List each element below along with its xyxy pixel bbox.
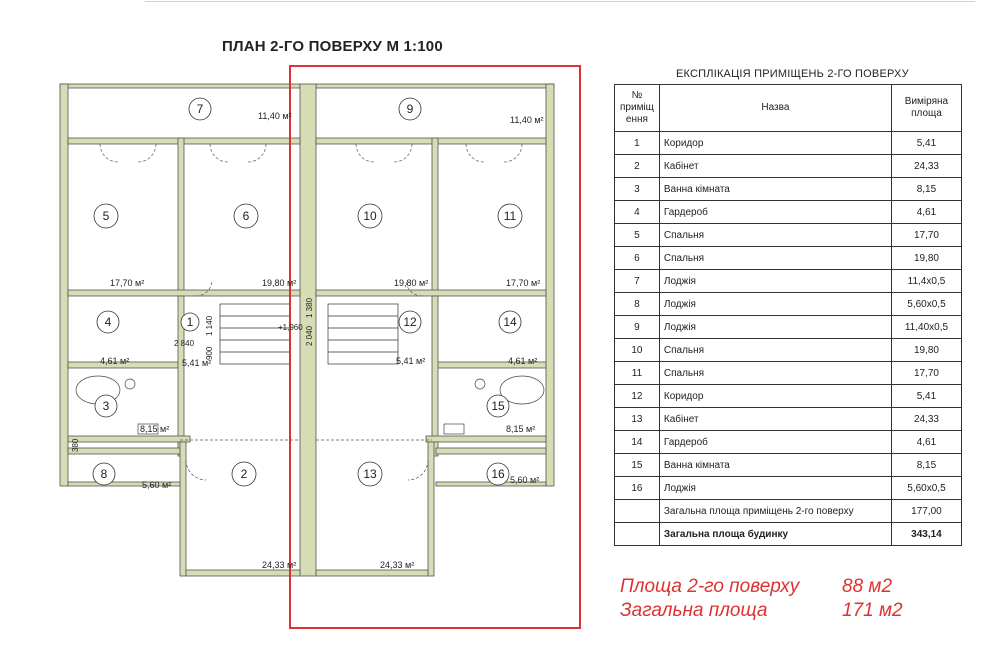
svg-text:14: 14: [503, 315, 517, 329]
total-building-label: Загальна площа будинку: [659, 523, 891, 546]
table-row: 14 Гардероб 4,61: [615, 431, 962, 454]
svg-text:11: 11: [503, 209, 517, 223]
area-14: 4,61 м²: [508, 356, 538, 366]
svg-text:5: 5: [102, 209, 110, 223]
area-4: 4,61 м²: [100, 356, 130, 366]
table-row: 13 Кабінет 24,33: [615, 408, 962, 431]
total-building-row: [615, 523, 962, 546]
table-body: [615, 132, 962, 546]
room-8-marker: [93, 463, 115, 485]
summary-total-value: 171 м2: [842, 600, 903, 621]
svg-text:9: 9: [406, 102, 414, 116]
summary-floor-value: 88 м2: [842, 576, 893, 597]
col-number-header: № приміщ ення: [615, 85, 660, 132]
table-row: 11 Спальня 17,70: [615, 362, 962, 385]
room-13-marker: [358, 462, 382, 486]
area-5: 17,70 м²: [110, 278, 145, 288]
area-labels: [100, 111, 544, 570]
svg-text:7: 7: [196, 102, 204, 116]
total-floor-label: Загальна площа приміщень 2-го поверху: [659, 500, 891, 523]
svg-text:1 380: 1 380: [305, 297, 314, 318]
area-10: 19,80 м²: [394, 278, 429, 288]
table-row: 15 Ванна кімната 8,15: [615, 454, 962, 477]
area-7: 11,40 м²: [258, 111, 292, 121]
table-row: 6 Спальня 19,80: [615, 247, 962, 270]
total-floor-row: [615, 500, 962, 523]
summary-floor-area: [620, 576, 893, 598]
col-name-header: Назва: [659, 85, 891, 132]
svg-text:1 140: 1 140: [205, 315, 214, 336]
room-9-marker: [399, 98, 421, 120]
area-1: 5,41 м²: [182, 358, 212, 368]
plan-title: ПЛАН 2-ГО ПОВЕРХУ М 1:100: [222, 38, 443, 55]
area-6: 19,80 м²: [262, 278, 297, 288]
svg-text:15: 15: [491, 399, 505, 413]
area-12: 5,41 м²: [396, 356, 426, 366]
table-row: 9 Лоджія 11,40x0,5: [615, 316, 962, 339]
svg-text:2 040: 2 040: [305, 325, 314, 346]
table-row: 7 Лоджія 11,4x0,5: [615, 270, 962, 293]
room-10-marker: [358, 204, 382, 228]
area-15: 8,15 м²: [506, 424, 536, 434]
explication-table: [614, 84, 962, 546]
svg-text:10: 10: [363, 209, 377, 223]
table-row: 10 Спальня 19,80: [615, 339, 962, 362]
area-11: 17,70 м²: [506, 278, 541, 288]
svg-text:6: 6: [242, 209, 250, 223]
svg-text:8: 8: [100, 467, 108, 481]
svg-text:3: 3: [102, 399, 110, 413]
total-building-value: 343,14: [891, 523, 961, 546]
table-row: 16 Лоджія 5,60x0,5: [615, 477, 962, 500]
room-12-marker: [399, 311, 421, 333]
area-16: 5,60 м²: [510, 475, 540, 485]
table-header-row: [615, 85, 962, 132]
svg-text:380: 380: [71, 438, 80, 452]
room-7-marker: [189, 98, 211, 120]
svg-text:900: 900: [205, 346, 214, 360]
table-row: 2 Кабінет 24,33: [615, 155, 962, 178]
svg-text:13: 13: [363, 467, 377, 481]
room-6-marker: [234, 204, 258, 228]
room-16-marker: [487, 463, 509, 485]
summary-floor-label: Площа 2-го поверху: [620, 576, 800, 597]
explication-title: ЕКСПЛІКАЦІЯ ПРИМІЩЕНЬ 2-ГО ПОВЕРХУ: [676, 68, 909, 80]
table-row: 3 Ванна кімната 8,15: [615, 178, 962, 201]
svg-text:2: 2: [240, 467, 248, 481]
room-14-marker: [499, 311, 521, 333]
room-15-marker: [487, 395, 509, 417]
area-9: 11,40 м²: [510, 115, 544, 125]
table-row: 12 Коридор 5,41: [615, 385, 962, 408]
svg-text:16: 16: [491, 467, 505, 481]
area-2: 24,33 м²: [262, 560, 297, 570]
svg-text:2 840: 2 840: [174, 339, 195, 348]
col-area-header: Виміряна площа: [891, 85, 961, 132]
svg-text:12: 12: [403, 315, 417, 329]
room-2-marker: [232, 462, 256, 486]
total-floor-value: 177,00: [891, 500, 961, 523]
summary-total-area: [620, 600, 903, 622]
svg-text:4: 4: [104, 315, 112, 329]
area-8: 5,60 м²: [142, 480, 172, 490]
room-11-marker: [498, 204, 522, 228]
room-3-marker: [95, 395, 117, 417]
table-row: 5 Спальня 17,70: [615, 224, 962, 247]
table-row: 1 Коридор 5,41: [615, 132, 962, 155]
table-row: 8 Лоджія 5,60x0,5: [615, 293, 962, 316]
room-5-marker: [94, 204, 118, 228]
area-3: 8,15 м²: [140, 424, 170, 434]
svg-text:+1,960: +1,960: [278, 323, 303, 332]
summary-total-label: Загальна площа: [620, 600, 768, 621]
svg-text:1: 1: [186, 315, 194, 329]
table-row: 4 Гардероб 4,61: [615, 201, 962, 224]
room-4-marker: [97, 311, 119, 333]
room-1-marker: [181, 313, 199, 331]
area-13: 24,33 м²: [380, 560, 415, 570]
